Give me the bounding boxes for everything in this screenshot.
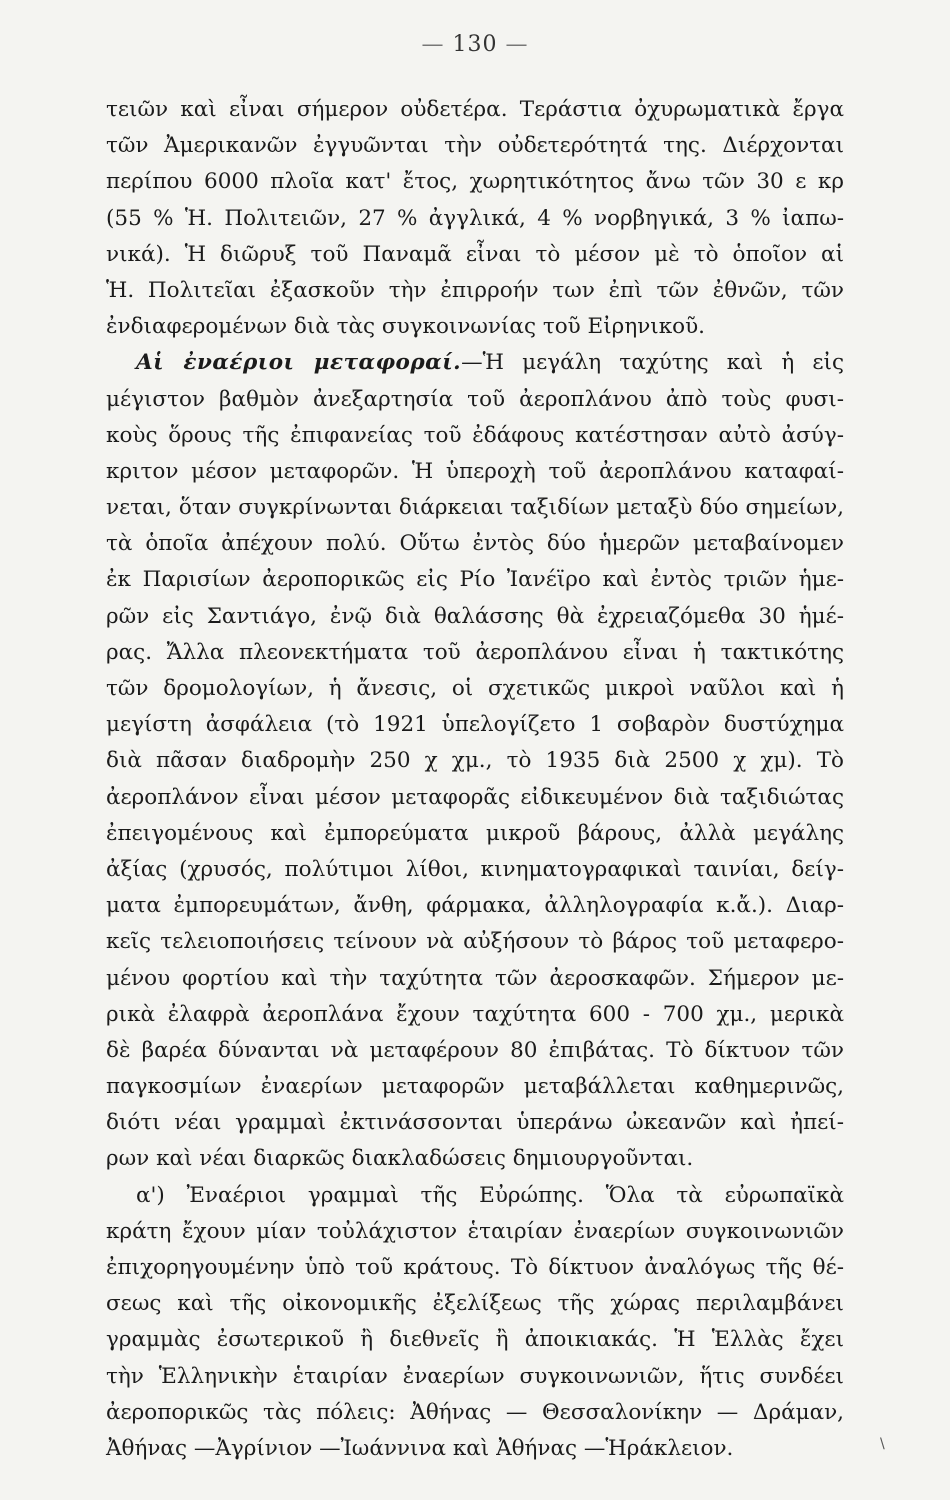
text-line: σεως καὶ τῆς οἰκονομικῆς ἐξελίξεως τῆς χώρας περιλαμβάνει [106,1291,844,1317]
heading-dash: —Ἡ [461,350,504,376]
subsection-line: α') Ἐναέριοι γραμμαὶ τῆς Εὐρώπης. Ὅλα τὰ εὐρωπαϊκὰ [136,1182,844,1208]
corner-mark: \ [880,1436,885,1452]
text-line: περίπου 6000 πλοῖα κατ' ἔτος, χωρητικότητος ἄνω τῶν 30 ε κρ [106,169,844,195]
text-line: μέγιστον βαθμὸν ἀνεξαρτησία τοῦ ἀεροπλάνου ἀπὸ τοὺς φυσι- [106,386,844,412]
text-line: ἐνδιαφερομένων διὰ τὰς συγκοινωνίας τοῦ Εἰρηνικοῦ. [106,314,705,340]
text-line: τῶν δρομολογίων, ἡ ἄνεσις, οἱ σχετικῶς μικροὶ ναῦλοι καὶ ἡ [106,676,844,701]
header-dash-left: — [421,32,445,57]
page-number [0,32,950,57]
section-heading: Αἱ ἐναέριοι μεταφοραί. [136,350,462,376]
text-line: τειῶν καὶ εἶναι σήμερον οὐδετέρα. Τεράστια ὀχυρωματικὰ ἔργα [106,97,844,122]
heading-line-text: μεγάλη ταχύτης καὶ ἡ εἰς [522,350,845,376]
text-line: ματα ἐμπορευμάτων, ἄνθη, φάρμακα, ἀλληλογραφία κ.ἄ.). Διαρ- [106,893,844,919]
page-body-text [106,92,844,1467]
section-heading-line [106,345,844,381]
text-line: διὰ πᾶσαν διαδρομὴν 250 χ χμ., τὸ 1935 διὰ 2500 χ χμ). Τὸ [106,748,844,774]
text-line: ἀξίας (χρυσός, πολύτιμοι λίθοι, κινηματογραφικαὶ ταινίαι, δείγ- [106,856,844,882]
text-line: κριτον μέσον μεταφορῶν. Ἡ ὑπεροχὴ τοῦ ἀεροπλάνου καταφαί- [106,458,844,484]
text-line: τὴν Ἑλληνικὴν ἑταιρίαν ἐναερίων συγκοινωνιῶν, ἥτις συνδέει [106,1363,844,1389]
text-line: διότι νέαι γραμμαὶ ἐκτινάσσονται ὑπεράνω ὠκεανῶν καὶ ἠπεί- [106,1110,844,1136]
text-line: Ἀθήνας —Ἀγρίνιον —Ἰωάννινα καὶ Ἀθήνας —Ἡράκλειον. [106,1435,734,1461]
text-line: γραμμὰς ἐσωτερικοῦ ἢ διεθνεῖς ἢ ἀποικιακάς. Ἡ Ἑλλὰς ἔχει [106,1327,844,1353]
text-line: ρας. Ἄλλα πλεονεκτήματα τοῦ ἀεροπλάνου εἶναι ἡ τακτικότης [106,639,844,665]
text-line: κεῖς τελειοποιήσεις τείνουν νὰ αὐξήσουν τὸ βάρος τοῦ μεταφερο- [106,929,844,955]
text-line: κοὺς ὅρους τῆς ἐπιφανείας τοῦ ἐδάφους κατέστησαν αὐτὸ ἀσύγ- [106,422,844,448]
text-line: ἀεροπορικῶς τὰς πόλεις: Ἀθήνας — Θεσσαλονίκην — Δράμαν, [106,1399,844,1425]
text-line: παγκοσμίων ἐναερίων μεταφορῶν μεταβάλλεται καθημερινῶς, [106,1074,844,1100]
text-line: μεγίστη ἀσφάλεια (τὸ 1921 ὑπελογίζετο 1 σοβαρὸν δυστύχημα [106,712,844,738]
text-line: τὰ ὁποῖα ἀπέχουν πολύ. Οὕτω ἐντὸς δύο ἡμερῶν μεταβαίνομεν [106,531,844,557]
text-line: Ἡ. Πολιτεῖαι ἐξασκοῦν τὴν ἐπιρροήν των ἐπὶ τῶν ἐθνῶν, τῶν [106,277,844,303]
text-line: νικά). Ἡ διῶρυξ τοῦ Παναμᾶ εἶναι τὸ μέσον μὲ τὸ ὁποῖον αἱ [106,241,844,267]
text-line: (55 % Ἡ. Πολιτειῶν, 27 % ἀγγλικά, 4 % νορβηγικά, 3 % ἰαπω- [106,205,844,231]
text-line: δὲ βαρέα δύνανται νὰ μεταφέρουν 80 ἐπιβάτας. Τὸ δίκτυον τῶν [106,1037,844,1063]
text-line: ρων καὶ νέαι διαρκῶς διακλαδώσεις δημιουργοῦνται. [106,1146,694,1172]
text-line: ρικὰ ἐλαφρὰ ἀεροπλάνα ἔχουν ταχύτητα 600 - 700 χμ., μερικὰ [106,1001,844,1027]
text-line: μένου φορτίου καὶ τὴν ταχύτητα τῶν ἀεροσκαφῶν. Σήμερον με- [106,965,844,991]
text-line: ρῶν εἰς Σαντιάγο, ἐνῷ διὰ θαλάσσης θὰ ἐχρειαζόμεθα 30 ἡμέ- [106,603,844,629]
text-line: νεται, ὅταν συγκρίνωνται διάρκειαι ταξιδίων μεταξὺ δύο σημείων, [106,495,844,521]
header-dash-right: — [505,32,529,57]
page-number-value: 130 [452,32,498,57]
text-line: ἐκ Παρισίων ἀεροπορικῶς εἰς Ρίο Ἰανέϊρο καὶ ἐντὸς τριῶν ἡμε- [106,567,844,593]
text-line: κράτη ἔχουν μίαν τοὐλάχιστον ἑταιρίαν ἐναερίων συγκοινωνιῶν [106,1218,844,1244]
text-line: ἐπιχορηγουμένην ὑπὸ τοῦ κράτους. Τὸ δίκτυον ἀναλόγως τῆς θέ- [106,1255,844,1280]
text-line: τῶν Ἀμερικανῶν ἐγγυῶνται τὴν οὐδετερότητά της. Διέρχονται [106,133,844,159]
text-line: ἀεροπλάνον εἶναι μέσον μεταφορᾶς εἰδικευμένον διὰ ταξιδιώτας [106,784,844,810]
text-line: ἐπειγομένους καὶ ἐμπορεύματα μικροῦ βάρους, ἀλλὰ μεγάλης [106,820,844,846]
